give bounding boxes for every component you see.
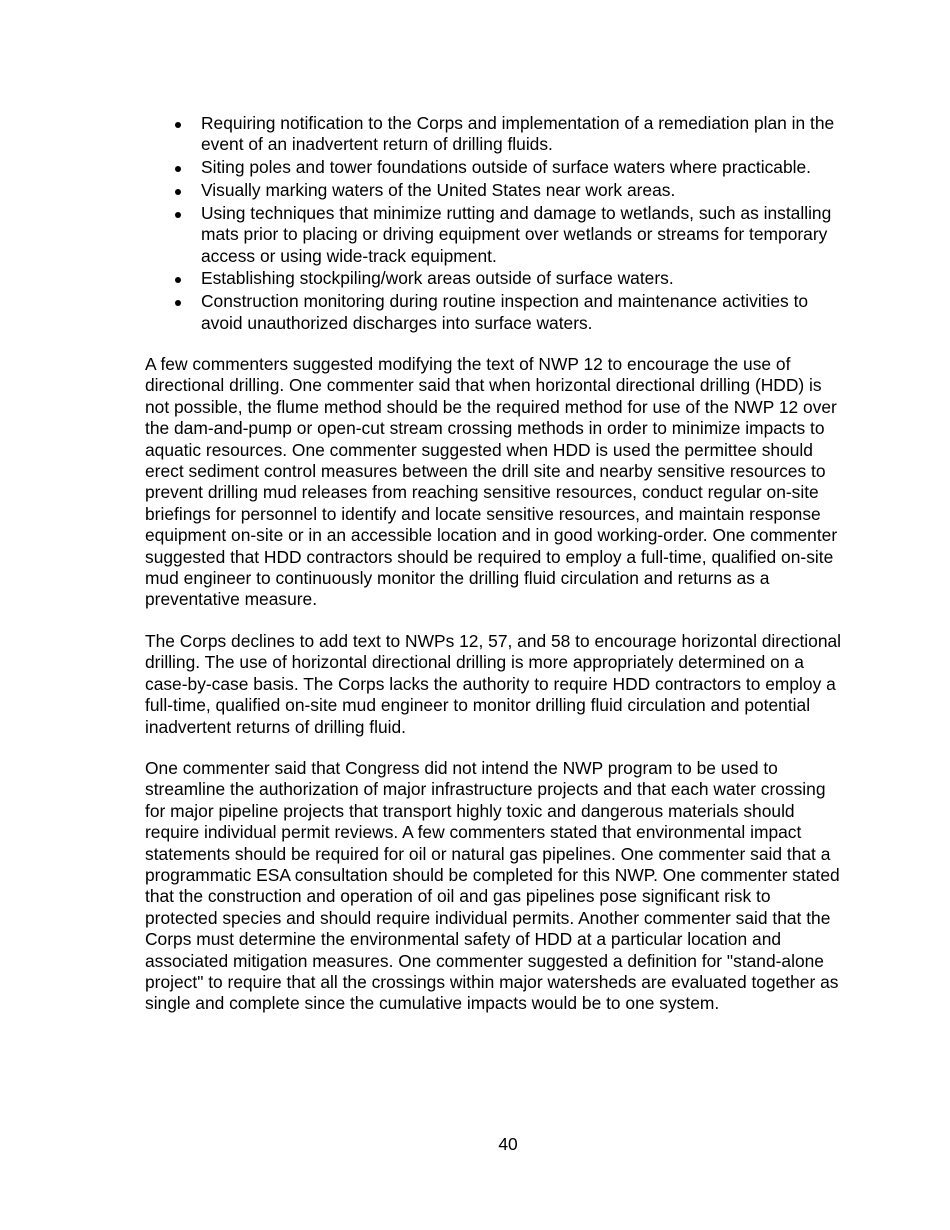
list-item xyxy=(145,157,845,178)
paragraph-hdd-comments: A few commenters suggested modifying the text of NWP 12 to encourage the use of directional drilling. One commenter said that when horizontal directional drilling (HDD) is not possible, the flume method should be the required method for use of the NWP 12 over the dam-and-pump or open-cut stream crossing methods in order to minimize impacts to aquatic resources. One commenter suggested when HDD is used the permittee should erect sediment control measures between the drill site and nearby sensitive resources to prevent drilling mud releases from reaching sensitive resources, conduct regular on-site briefings for personnel to identify and locate sensitive resources, and maintain response equipment on-site or in an accessible location and in good working-order. One commenter suggested that HDD contractors should be required to employ a full-time, qualified on-site mud engineer to continuously monitor the drilling fluid circulation and returns as a preventative measure. xyxy=(145,354,838,610)
list-item xyxy=(145,203,845,267)
bullet-icon xyxy=(175,212,181,218)
bullet-list xyxy=(145,113,845,334)
page-number: 40 xyxy=(498,1134,518,1154)
bullet-icon xyxy=(175,166,181,172)
list-item-text: Requiring notification to the Corps and implementation of a remediation plan in the event of an inadvertent return of drilling fluids. xyxy=(201,113,835,155)
list-item-text: Establishing stockpiling/work areas outside of surface waters. xyxy=(201,268,674,289)
list-item xyxy=(145,291,845,334)
list-item-text: Siting poles and tower foundations outside of surface waters where practicable. xyxy=(201,157,811,178)
list-item-text: Visually marking waters of the United States near work areas. xyxy=(201,180,676,200)
document-body xyxy=(145,113,845,1015)
list-item-text: Using techniques that minimize rutting and damage to wetlands, such as installing mats prior to placing or driving equipment over wetlands or streams for temporary access or using wide-track equipment. xyxy=(201,202,832,266)
paragraph-corps-response: The Corps declines to add text to NWPs 12, 57, and 58 to encourage horizontal directional drilling. The use of horizontal directional drilling is more appropriately determined on a case-by-case basis. The Corps lacks the authority to require HDD contractors to employ a full-time, qualified on-site mud engineer to monitor drilling fluid circulation and potential inadvertent returns of drilling fluid. xyxy=(145,630,842,737)
bullet-icon xyxy=(175,122,181,128)
list-item-text: Construction monitoring during routine inspection and maintenance activities to avoid unauthorized discharges into surface waters. xyxy=(201,291,809,333)
bullet-icon xyxy=(175,189,181,195)
bullet-icon xyxy=(175,277,181,283)
bullet-icon xyxy=(175,300,181,306)
list-item xyxy=(145,113,845,156)
paragraph-pipeline-comments: One commenter said that Congress did not intend the NWP program to be used to streamline the authorization of major infrastructure projects and that each water crossing for major pipeline projects that transport highly toxic and dangerous materials should require individual permit reviews. A few commenters stated that environmental impact statements should be required for oil or natural gas pipelines. One commenter said that a programmatic ESA consultation should be completed for this NWP. One commenter stated that the construction and operation of oil and gas pipelines pose significant risk to protected species and should require individual permits. Another commenter said that the Corps must determine the environmental safety of HDD at a particular location and associated mitigation measures. One commenter suggested a definition for "stand-alone project" to require that all the crossings within major watersheds are evaluated together as single and complete since the cumulative impacts would be to one system. xyxy=(145,757,840,1014)
list-item xyxy=(145,268,845,289)
list-item xyxy=(145,180,845,201)
